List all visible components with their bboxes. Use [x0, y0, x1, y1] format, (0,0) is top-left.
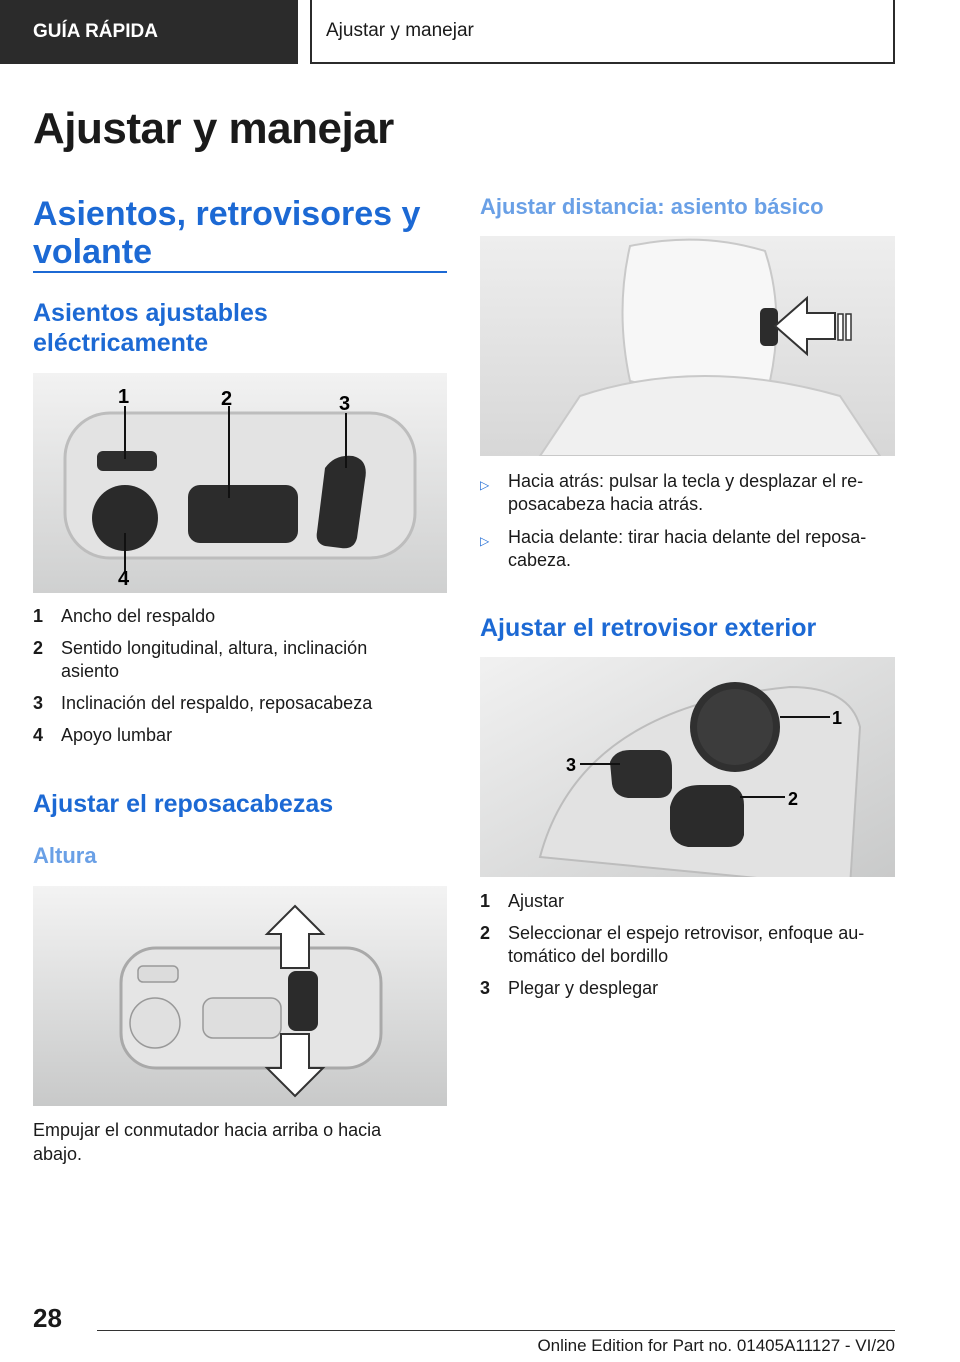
headrest-subheading: Altura [33, 843, 97, 868]
list-item [480, 922, 885, 968]
item-text: Seleccionar el espejo retrovisor, enfoque au‐ tomático del bordillo [508, 923, 865, 966]
mirror-controls-image [480, 657, 895, 877]
item-text: Hacia delante: tirar hacia delante del reposa‐ cabeza. [508, 527, 867, 570]
section-heading: Asientos, retrovisores y volante [33, 195, 421, 271]
list-item [33, 637, 423, 683]
distance-bullets [480, 470, 885, 582]
list-item [33, 724, 423, 747]
headrest-caption: Empujar el conmutador hacia arriba o hacia abajo. [33, 1120, 382, 1164]
item-number: 1 [480, 891, 491, 911]
mirror-legend [480, 890, 885, 1009]
headrest-height-image [33, 886, 447, 1106]
mirror-callout-3: 3 [566, 755, 577, 775]
section-rule [33, 271, 447, 273]
item-number: 3 [33, 693, 44, 713]
item-text: Inclinación del respaldo, reposacabeza [61, 693, 373, 713]
item-number: 2 [33, 638, 44, 658]
item-number: 3 [480, 978, 491, 998]
seats-heading: Asientos ajustables eléctricamente [33, 299, 268, 357]
item-number: 1 [33, 606, 44, 626]
seats-legend [33, 605, 423, 756]
page-title: Ajustar y manejar [33, 104, 394, 153]
footer-edition: Online Edition for Part no. 01405A11127 - VI/20 [537, 1336, 895, 1355]
list-item [480, 526, 885, 572]
section-tab: GUÍA RÁPIDA [0, 0, 298, 64]
item-number: 2 [480, 923, 491, 943]
seat-callout-4: 4 [118, 568, 130, 590]
item-text: Ajustar [508, 891, 565, 911]
item-text: Ancho del respaldo [61, 606, 216, 626]
item-text: Apoyo lumbar [61, 725, 173, 745]
seat-controls-image [33, 373, 447, 593]
mirror-callout-1: 1 [832, 708, 843, 728]
distance-heading: Ajustar distancia: asiento básico [480, 194, 824, 219]
list-item [33, 692, 423, 715]
chapter-tab: Ajustar y manejar [310, 0, 895, 64]
headrest-distance-image [480, 236, 895, 456]
seat-callout-3: 3 [339, 393, 351, 415]
mirror-callout-2: 2 [788, 789, 799, 809]
mirror-heading: Ajustar el retrovisor exterior [480, 614, 817, 642]
list-item [480, 977, 885, 1000]
headrest-heading: Ajustar el reposacabezas [33, 790, 334, 818]
list-item [480, 890, 885, 913]
item-text: Sentido longitudinal, altura, inclinación asiento [61, 638, 368, 681]
item-text: Hacia atrás: pulsar la tecla y desplazar el re‐ posacabeza hacia atrás. [508, 471, 864, 514]
triangle-bullet-icon: ▷ [480, 478, 490, 492]
footer-rule [97, 1330, 895, 1331]
page-number: 28 [33, 1303, 62, 1333]
triangle-bullet-icon: ▷ [480, 534, 490, 548]
item-number: 4 [33, 725, 44, 745]
seat-callout-2: 2 [221, 388, 233, 410]
item-text: Plegar y desplegar [508, 978, 659, 998]
list-item [480, 470, 885, 516]
list-item [33, 605, 423, 628]
seat-callout-1: 1 [118, 386, 130, 408]
